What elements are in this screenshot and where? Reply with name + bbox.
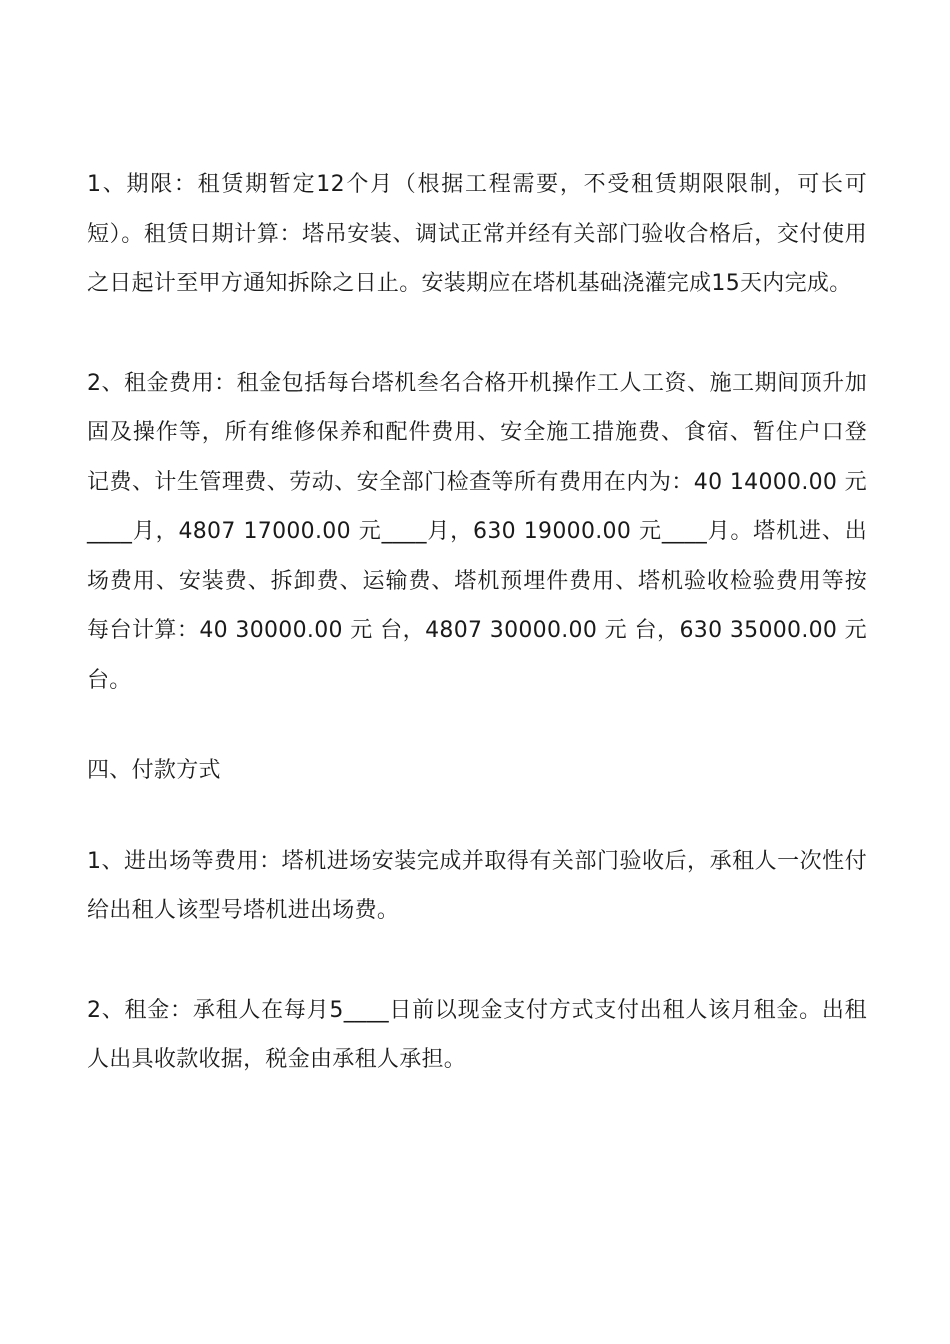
clause-entry-exit-fees: 1、进出场等费用：塔机进场安装完成并取得有关部门验收后，承租人一次性付给出租人该型号塔机进出场费。 bbox=[87, 848, 867, 923]
paragraph-spacer bbox=[87, 705, 867, 746]
document-page bbox=[87, 160, 867, 1085]
section-heading-payment: 四、付款方式 bbox=[87, 758, 221, 783]
paragraph-spacer bbox=[87, 936, 867, 986]
clause-rent-payment: 2、租金：承租人在每月5____日前以现金支付方式支付出租人该月租金。出租人出具收款收据，税金由承租人承担。 bbox=[87, 997, 867, 1072]
clause-term: 1、期限：租赁期暂定12个月（根据工程需要，不受租赁期限限制，可长可短）。租赁日期计算：塔吊安装、调试正常并经有关部门验收合格后，交付使用之日起计至甲方通知拆除之日止。安装期应在塔机基础浇灌完成15天内完成。 bbox=[87, 172, 867, 296]
paragraph-spacer bbox=[87, 309, 867, 359]
paragraph-spacer bbox=[87, 796, 867, 837]
clause-rent-fees: 2、租金费用：租金包括每台塔机叁名合格开机操作工人工资、施工期间顶升加固及操作等，所有维修保养和配件费用、安全施工措施费、食宿、暂住户口登记费、计生管理费、劳动、安全部门检查等所有费用在内为：40 14000.00 元____月，4807 17000.00 元____月，630 19000.00 元____月。塔机进、出场费用、安装费、拆卸费、运输费、塔机预埋件费用、塔机验收检验费用等按每台计算：40 30000.00 元 台，4807 30000.00 元 台，630 35000.00 元 台。 bbox=[87, 370, 867, 693]
